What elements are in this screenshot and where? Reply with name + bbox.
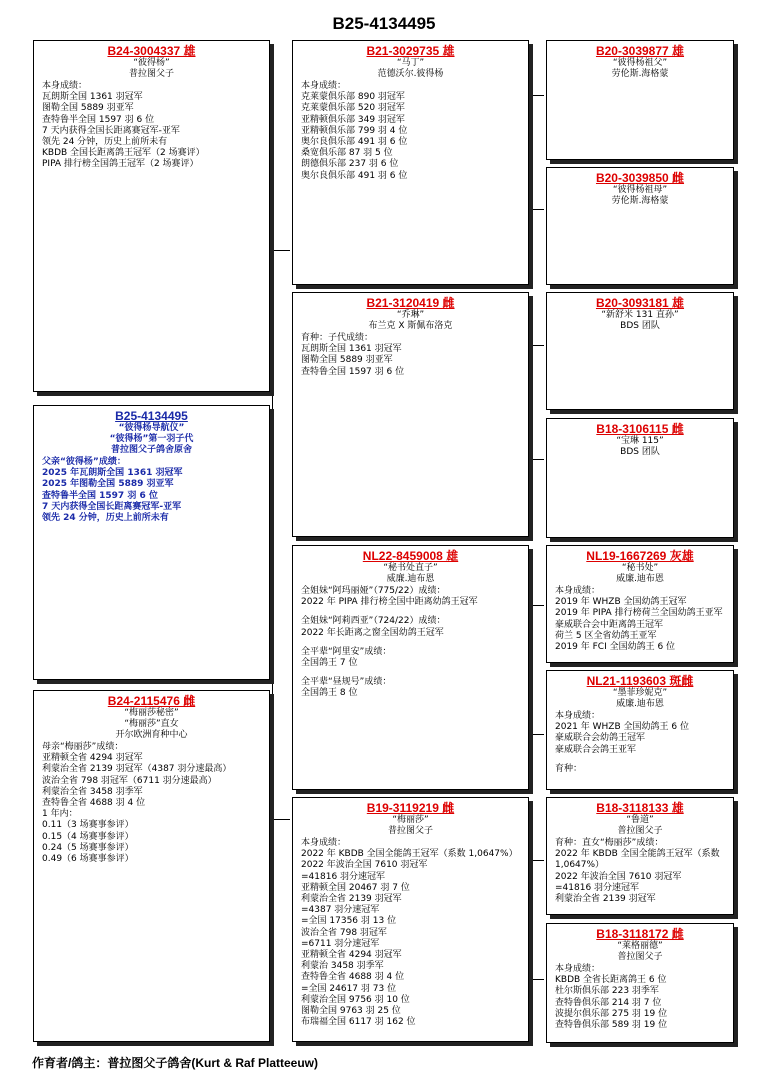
achievement-line: 利蒙治全国 9756 羽 10 位 (301, 994, 410, 1005)
achievement-line: 本身成绩： (301, 81, 347, 91)
grandparent-card (292, 292, 529, 537)
achievements (293, 81, 528, 182)
achievement-line: 图勒全国 5889 羽亚军 (42, 103, 134, 114)
achievement-line: 2021 年 WHZB 全国幼鸽王 6 位 (555, 722, 689, 733)
ring-number: B20-3039877 雄 (595, 44, 685, 58)
sire-ring: B24-3004337 雄 (107, 44, 196, 58)
achievement-line: 2019 年 PIPA 排行榜荷兰全国幼鸽王亚军 (555, 608, 723, 619)
achievement-line: 全国鸽王 8 位 (301, 688, 358, 699)
page-title: B25-4134495 (332, 14, 436, 33)
bird-name: “宝琳 115” (616, 436, 664, 446)
achievement-line: 父亲“彼得杨”成绩： (42, 457, 126, 467)
achievement-line: 豪威联合会鸽王亚军 (555, 744, 637, 755)
achievement-line: 母亲“梅丽莎”成绩： (42, 742, 124, 752)
bird-name: “新舒米 131 直孙” (601, 310, 679, 320)
achievement-line: 2019 年 FCI 全国幼鸽王 6 位 (555, 642, 676, 653)
bird-name: “秘书处” (621, 563, 659, 573)
achievement-line: 领先 24 分钟，历史上前所未有 (42, 137, 168, 148)
achievement-line: 2022 年 KBDB 全国全能鸽王冠军（系数 (555, 849, 720, 860)
achievement-line: PIPA 排行榜全国鸽王冠军（2 场赛评） (42, 159, 199, 170)
achievement-line: 瓦朗斯全国 1361 羽冠军 (301, 344, 402, 355)
achievement-line: 本身成绩： (555, 964, 601, 974)
achievement-line: 2025 年瓦朗斯全国 1361 羽冠军 (42, 468, 183, 479)
owner-name: 布兰克 X 斯佩布洛克 (368, 321, 453, 331)
achievement-line: =41816 羽分速冠军 (301, 871, 386, 882)
subject-ring: B25-4134495 (115, 409, 188, 423)
dam-achievements (34, 742, 269, 865)
achievement-line: 全平辈“阿里安”成绩： (301, 646, 392, 657)
achievement-line: 利蒙治全省 3458 羽季军 (42, 786, 143, 797)
achievement-line: 7 天内获得全国长距离赛冠军-亚军 (42, 125, 180, 136)
subject-line: “彼得杨导航仪” (118, 423, 185, 433)
owner-name: 普拉图父子 (617, 826, 663, 836)
achievement-line: 本身成绩： (555, 711, 601, 721)
subject-line: 普拉图父子鸽舍原舍 (110, 445, 192, 455)
achievement-line: 桑宽俱乐部 87 羽 5 位 (301, 148, 393, 159)
achievement-line: 克莱蒙俱乐部 890 羽冠军 (301, 92, 405, 103)
ring-number: B21-3029735 雄 (366, 44, 455, 58)
achievement-line: 7 天内获得全国长距离赛冠军-亚军 (42, 501, 182, 512)
achievement-line: 查特鲁俱乐部 589 羽 19 位 (555, 1020, 668, 1031)
owner-name: BDS 团队 (620, 447, 660, 457)
achievement-line: 图勒全国 9763 羽 25 位 (301, 1006, 401, 1017)
connector-sire-dam (272, 250, 290, 820)
owner-name: 威廉.迪布恩 (616, 699, 664, 709)
great-grandparent-card (546, 418, 734, 538)
achievement-line: 亚精顿全省 4294 羽冠军 (42, 753, 143, 764)
bird-name: “鲁道” (626, 815, 654, 825)
achievement-line: 1 年内： (42, 809, 78, 820)
achievements (293, 586, 528, 700)
achievement-line: 查特鲁俱乐部 214 羽 7 位 (555, 997, 662, 1008)
achievement-line: 全平辈“昼规号”成绩： (301, 677, 392, 688)
connector-gen2-b (530, 345, 544, 460)
achievement-line: 全姐妹“阿玛丽娅”（775/22）成绩： (301, 586, 446, 596)
ring-number: B21-3120419 雌 (366, 296, 455, 310)
bird-name: “马丁” (396, 58, 425, 68)
ring-number: B20-3039850 雌 (595, 171, 685, 185)
sire-owner: 普拉图父子 (128, 69, 174, 79)
achievement-line: 领先 24 分钟，历史上前所未有 (42, 513, 169, 524)
owner-name: 威廉.迪布恩 (616, 574, 664, 584)
achievement-line: 波提尔俱乐部 275 羽 19 位 (555, 1008, 668, 1019)
achievement-line: 本身成绩： (301, 838, 347, 848)
achievement-line: 2019 年 WHZB 全国幼鸽王冠军 (555, 597, 687, 608)
achievement-line: 豪威联合会幼鸽王冠军 (555, 733, 646, 744)
dam-ring: B24-2115476 雌 (107, 694, 196, 708)
achievement-line: 查特鲁全省 4688 羽 4 位 (301, 972, 405, 983)
owner-name: 普拉图父子 (387, 826, 433, 836)
achievement-line: 查特鲁全国 1597 羽 6 位 (301, 366, 405, 377)
owner-name: 劳伦斯.海格蒙 (611, 69, 669, 79)
achievement-line: 2022 年 PIPA 排行榜全国中距离幼鸽王冠军 (301, 597, 478, 608)
achievements (547, 586, 733, 653)
achievement-line: 荷兰 5 区全省幼鸽王亚军 (555, 630, 657, 641)
achievement-line: =全国 24617 羽 73 位 (301, 983, 397, 994)
achievement-line: 查特鲁半全国 1597 羽 6 位 (42, 114, 155, 125)
achievement-line: 育种：子代成绩： (301, 333, 374, 343)
ring-number: B18-3118133 雄 (596, 801, 684, 815)
bird-name: “墨菲珍妮克” (612, 688, 668, 698)
achievement-line: 瓦朗斯全国 1361 羽冠军 (42, 92, 143, 103)
achievement-line: =6711 羽分速冠军 (301, 938, 380, 949)
achievement-line: 查特鲁半全国 1597 羽 6 位 (42, 490, 158, 501)
sire-achievements (34, 81, 269, 171)
grandparent-card (292, 40, 529, 285)
achievement-line: 豪威联合会中距离鸽王冠军 (555, 619, 664, 630)
achievement-line: 查特鲁全省 4688 羽 4 位 (42, 798, 146, 809)
achievement-line: 亚精顿俱乐部 799 羽 4 位 (301, 125, 408, 136)
dam-card (33, 690, 270, 1042)
subject-description (34, 423, 269, 456)
bird-name: “彼得杨祖父” (612, 58, 668, 68)
sire-name: “彼得杨” (133, 58, 170, 68)
achievement-line: 波治全省 798 羽冠军 (301, 927, 387, 938)
achievement-line: 奥尔良俱乐部 491 羽 6 位 (301, 137, 408, 148)
ring-number: NL22-8459008 雄 (362, 549, 459, 563)
subject-achievements (34, 457, 269, 524)
great-grandparent-card (546, 670, 734, 790)
ring-number: B20-3093181 雄 (595, 296, 685, 310)
achievement-line: 亚精顿全省 4294 羽冠军 (301, 950, 402, 961)
achievement-line: 2022 年 KBDB 全国全能鸽王冠军（系数 1,0647%） (301, 849, 518, 860)
owner-name: 劳伦斯.海格蒙 (611, 196, 669, 206)
achievements (293, 838, 528, 1028)
achievement-line: =全国 17356 羽 13 位 (301, 916, 397, 927)
bird-name: “秘书处直子” (383, 563, 438, 573)
achievement-line: 1,0647%） (555, 860, 605, 871)
ring-number: B18-3118172 雌 (596, 927, 684, 941)
achievement-line: 利蒙治全省 2139 羽冠军 (555, 894, 656, 905)
great-grandparent-card (546, 167, 734, 285)
achievement-line: 利蒙治全省 2139 羽冠军（4387 羽分速最高） (42, 764, 232, 775)
achievement-line: 育种： (555, 763, 583, 774)
ring-number: B18-3106115 雌 (596, 422, 684, 436)
great-grandparent-card (546, 923, 734, 1043)
ring-number: B19-3119219 雌 (366, 801, 455, 815)
great-grandparent-card (546, 40, 734, 160)
achievement-line: 全姐妹“阿莉西亚”（724/22）成绩： (301, 616, 446, 627)
dam-owner: 开尔欧洲育种中心 (115, 730, 188, 740)
achievement-line: 克莱蒙俱乐部 520 羽冠军 (301, 103, 405, 114)
connector-gen2-c (530, 605, 544, 735)
achievement-line: 2025 年图勒全国 5889 羽亚军 (42, 479, 174, 490)
achievements (547, 711, 733, 775)
great-grandparent-card (546, 292, 734, 410)
breeder-footer: 作育者/鸽主：普拉图父子鸽舍(Kurt & Raf Platteeuw) (32, 1056, 319, 1070)
achievement-line: 利蒙治 3458 羽季军 (301, 961, 384, 972)
achievement-line: =41816 羽分速冠军 (555, 882, 640, 893)
achievement-line: 本身成绩： (555, 586, 601, 596)
achievement-line: 图勒全国 5889 羽亚军 (301, 355, 393, 366)
achievement-line: 杜尔斯俱乐部 223 羽季军 (555, 986, 659, 997)
achievements (293, 333, 528, 378)
subject-card (33, 405, 270, 680)
bird-name: “梅丽莎” (392, 815, 429, 825)
spacer (293, 639, 528, 647)
achievement-line: KBDB 全国长距离鸽王冠军（2 场赛评） (42, 148, 205, 159)
achievement-line: 利蒙治全省 2139 羽冠军 (301, 894, 402, 905)
achievements (547, 838, 733, 905)
dam-name: “梅丽莎秘密” (124, 708, 179, 718)
dam-name-2: “梅丽莎”直女 (124, 719, 179, 729)
achievement-line: 0.11（3 场赛事参评） (42, 820, 134, 831)
achievement-line: 布瑞福全国 6117 羽 162 位 (301, 1017, 416, 1028)
spacer (547, 756, 733, 764)
achievement-line: 2022 年波治全国 7610 羽冠军 (301, 860, 428, 871)
owner-name: 威廉.迪布恩 (386, 574, 435, 584)
grandparent-card (292, 545, 529, 790)
owner-name: 范德沃尔.彼得杨 (377, 69, 444, 79)
connector-gen2-d (530, 860, 544, 980)
great-grandparent-card (546, 797, 734, 915)
achievement-line: 2022 年长距离之窗全国幼鸽王冠军 (301, 627, 444, 638)
ring-number: NL21-1193603 斑雌 (586, 674, 694, 688)
subject-line: “彼得杨”第一羽子代 (109, 434, 194, 444)
achievement-line: 奥尔良俱乐部 491 羽 6 位 (301, 170, 408, 181)
achievement-line: 2022 年波治全国 7610 羽冠军 (555, 871, 682, 882)
achievement-line: 育种：直女“梅丽莎”成绩： (555, 838, 664, 848)
achievement-line: 0.24（5 场赛事参评） (42, 842, 134, 853)
achievement-line: KBDB 全省长距离鸽王 6 位 (555, 975, 667, 986)
achievement-line: 本身成绩： (42, 81, 88, 91)
achievements (547, 964, 733, 1031)
achievement-line: 朗德俱乐部 237 羽 6 位 (301, 159, 399, 170)
achievement-line: 0.15（4 场赛事参评） (42, 831, 134, 842)
sire-card (33, 40, 270, 392)
achievement-line: 亚精顿俱乐部 349 羽冠军 (301, 114, 405, 125)
connector-gen2-a (530, 95, 544, 210)
bird-name: “乔琳” (396, 310, 425, 320)
achievement-line: 0.49（6 场赛事参评） (42, 854, 134, 865)
achievement-line: 波治全省 798 羽冠军（6711 羽分速最高） (42, 775, 217, 786)
great-grandparent-card (546, 545, 734, 663)
achievement-line: =4387 羽分速冠军 (301, 905, 380, 916)
bird-name: “彼得杨祖母” (612, 185, 668, 195)
ring-number: NL19-1667269 灰雄 (586, 549, 694, 563)
owner-name: 普拉图父子 (617, 952, 663, 962)
achievement-line: 全国鸽王 7 位 (301, 658, 358, 669)
owner-name: BDS 团队 (620, 321, 660, 331)
grandparent-card (292, 797, 529, 1042)
achievement-line: 亚精顿全国 20467 羽 7 位 (301, 882, 410, 893)
bird-name: “莱格丽德” (617, 941, 663, 951)
